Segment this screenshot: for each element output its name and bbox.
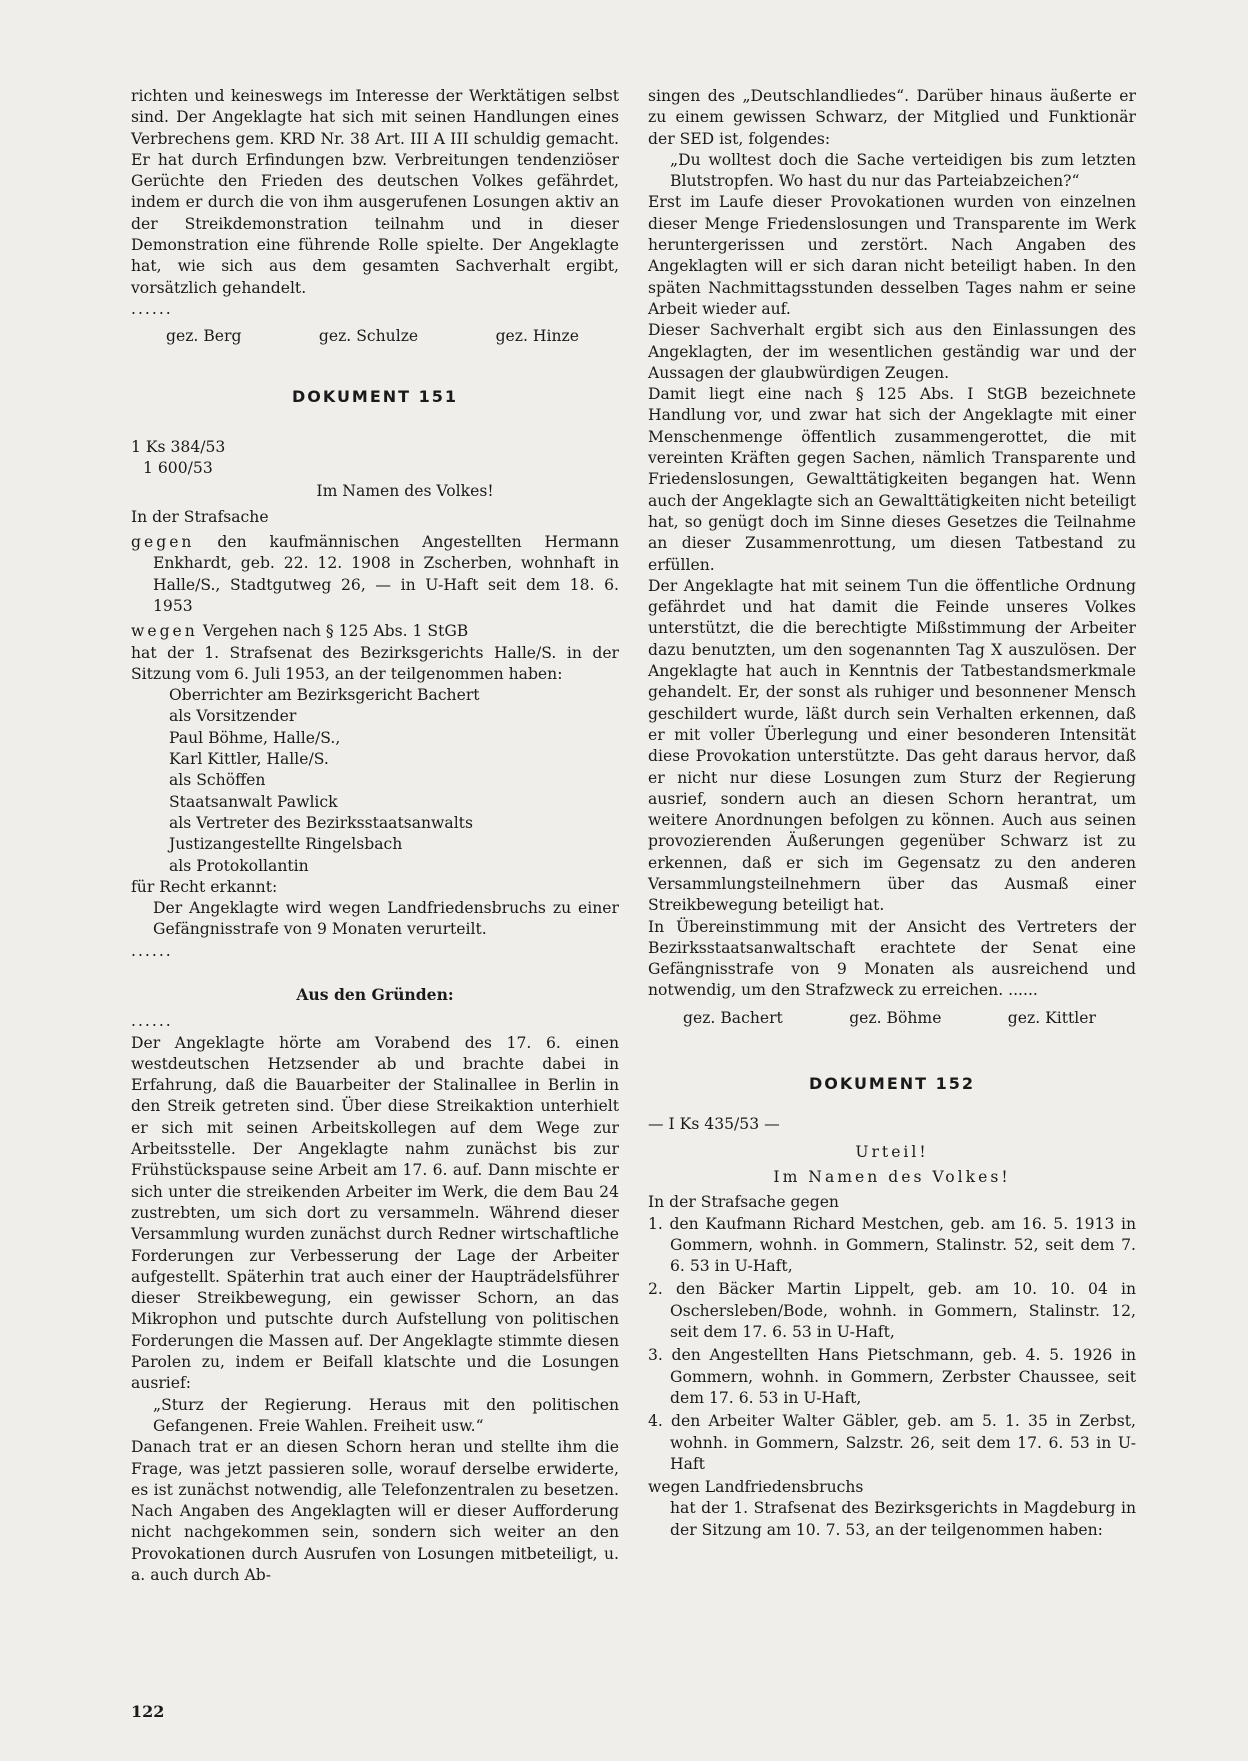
participant: Staatsanwalt Pawlick: [169, 792, 338, 811]
verdict: Der Angeklagte wird wegen Landfriedensbruchs zu einer Gefängnisstrafe von 9 Monaten verurteilt.: [153, 899, 619, 939]
paragraph: singen des „Deutschlandliedes“. Darüber hinaus äußerte er zu einem gewissen Schwarz, der Mitglied und Funktionär der SED ist, folgendes:: [648, 87, 1136, 148]
charge-text: Vergehen nach § 125 Abs. 1 StGB: [202, 622, 469, 641]
page-number: 122: [131, 1702, 165, 1721]
judgment-heading: Urteil!: [855, 1142, 929, 1161]
defendant-item: 3. den Angestellten Hans Pietschmann, geb. 4. 5. 1926 in Gommern, wohnh. in Gommern, Zerbster Chaussee, seit dem 17. 6. 53 in U-Haft,: [648, 1346, 1136, 1407]
section-heading: Aus den Gründen:: [296, 984, 454, 1004]
paragraph: Der Angeklagte hat mit seinem Tun die öffentliche Ordnung gefährdet und hat damit die Feinde unseres Volkes unterstützt, die die berechtigte Mißstimmung der Arbeiter dazu benutzten, um den sogenannten Tag X auszulösen. Der Angeklagte hat auch in Kenntnis der Tatbestandsmerkmale gehandelt. Er, der sonst als ruhiger und besonnener Mensch geschildert wurde, läßt durch sein Verhalten erkennen, daß er mit voller Überlegung und einer besonderen Intensität diese Provokation unterstützte. Das geht daraus hervor, daß er nicht nur diese Losungen zum Sturz der Regierung ausrief, sondern auch an diesen Schorn herantrat, um weitere Anordnungen befolgen zu können. Auch aus seinen provozierenden Äußerungen gegenüber Schwarz ist zu erkennen, daß er sich im Gegensatz zu den anderen Versammlungsteilnehmern über das Ausmaß einer Streikbewegung beteiligt hat.: [648, 576, 1136, 915]
paragraph: hat der 1. Strafsenat des Bezirksgerichts in Magdeburg in der Sitzung am 10. 7. 53, an der teilgenommen haben:: [670, 1499, 1136, 1539]
case-reference: 1 Ks 384/53: [131, 437, 226, 456]
signature: gez. Kittler: [1007, 1008, 1096, 1027]
ellipsis: ......: [131, 941, 173, 960]
participant: Oberrichter am Bezirksgericht Bachert: [169, 686, 480, 705]
participant: Paul Böhme, Halle/S.,: [169, 728, 341, 747]
judgment-heading: Im Namen des Volkes!: [316, 482, 494, 501]
ellipsis: ......: [131, 1012, 173, 1031]
document-heading: DOKUMENT 152: [808, 1074, 976, 1094]
paragraph: Erst im Laufe dieser Provokationen wurden von einzelnen dieser Menge Friedenslosungen und Transparente im Werk heruntergerissen und zerstört. Nach Angaben des Angeklagten will er sich daran nicht beteiligt haben. In den späten Nachmittagsstunden desselben Tages nahm er seine Arbeit wieder auf.: [648, 193, 1136, 318]
paragraph: [131, 621, 619, 642]
participant: Justizangestellte Ringelsbach: [169, 835, 403, 854]
defendant-item: 1. den Kaufmann Richard Mestchen, geb. am 16. 5. 1913 in Gommern, wohnh. in Gommern, Stalinstr. 52, seit dem 7. 6. 53 in U-Haft,: [648, 1214, 1136, 1276]
participant: als Protokollantin: [169, 856, 309, 875]
quotation: „Du wolltest doch die Sache verteidigen bis zum letzten Blutstropfen. Wo hast du nur das Parteiabzeichen?“: [670, 150, 1136, 191]
signature: gez. Böhme: [849, 1008, 942, 1027]
participant: Karl Kittler, Halle/S.: [169, 750, 329, 769]
defendants-list: [648, 1214, 1136, 1476]
participant: als Vertreter des Bezirksstaatsanwalts: [169, 813, 473, 832]
left-column: [131, 86, 619, 1586]
signature: gez. Bachert: [683, 1008, 783, 1027]
defendant-item: 4. den Arbeiter Walter Gäbler, geb. am 5. 1. 35 in Zerbst, wohnh. in Gommern, Salzstr. 26, seit dem 17. 6. 53 in U-Haft: [648, 1412, 1136, 1473]
paragraph: richten und keineswegs im Interesse der Werktätigen selbst sind. Der Angeklagte hat sich mit seinen Handlungen eines Verbrechens gem. KRD Nr. 38 Art. III A III schuldig gemacht. Er hat durch Erfindungen bzw. Verbreitungen tendenziöser Gerüchte den Frieden des deutschen Volkes gefährdet, indem er durch die von ihm ausgerufenen Losungen aktiv an der Streikdemonstration teilnahm und in dieser Demonstration eine führende Rolle spielte. Der Angeklagte hat, wie sich aus dem gesamten Sachverhalt ergibt, vorsätzlich gehandelt.: [131, 87, 619, 297]
signature: gez. Berg: [166, 327, 242, 346]
case-reference: — I Ks 435/53 —: [648, 1115, 780, 1134]
text-line: In der Strafsache gegen: [648, 1193, 839, 1212]
paragraph: [131, 532, 619, 617]
paragraph: hat der 1. Strafsenat des Bezirksgerichts Halle/S. in der Sitzung vom 6. Juli 1953, an der teilgenommen haben:: [131, 643, 619, 683]
signature: gez. Schulze: [318, 327, 419, 346]
defendant-text: den kaufmännischen Angestellten Hermann Enkhardt, geb. 22. 12. 1908 in Zscherben, wohnhaft in Halle/S., Stadtgutweg 26, — in U-Haft seit dem 18. 6. 1953: [153, 533, 619, 615]
paragraph: Der Angeklagte hörte am Vorabend des 17. 6. einen westdeutschen Hetzsender ab und brachte dabei in Erfahrung, daß die Bauarbeiter der Stalinallee in Berlin in den Streik getreten sind. Über diese Streikaktion unterhielt er sich mit seinen Arbeitskollegen auf dem Wege zur Arbeitsstelle. Der Angeklagte nahm zunächst bis zur Frühstückspause seine Arbeit am 17. 6. auf. Dann mischte er sich unter die streikenden Arbeiter im Werk, die dem Bau 24 zustrebten, um sich dort zu versammeln. Während dieser Versammlung wurden zunächst durch Redner wirtschaftliche Forderungen zur Verbesserung der Lage der Arbeiter aufgestellt. Späterhin trat auch einer der Haupträdelsführer dieser Streikbewegung, ein gewisser Schorn, an das Mikrophon und putschte durch Aufstellung von politischen Forderungen die Massen auf. Der Angeklagte stimmte diesen Parolen zu, indem er Beifall klatschte und die Losungen ausrief:: [131, 1033, 619, 1393]
quotation: „Sturz der Regierung. Heraus mit den politischen Gefangenen. Freie Wahlen. Freiheit usw.“: [153, 1395, 619, 1435]
text-line: wegen Landfriedensbruchs: [648, 1478, 864, 1497]
case-reference: 1 600/53: [143, 459, 213, 478]
paragraph: Damit liegt eine nach § 125 Abs. I StGB bezeichnete Handlung vor, und zwar hat sich der Angeklagte mit einer Menschenmenge öffentlich zusammengerottet, die mit vereinten Kräften gegen Sachen, nämlich Transparente und Friedenslosungen, Gewalttätigkeiten begangen hat. Wenn auch der Angeklagte sich an Gewalttätigkeiten nicht beteiligt hat, so genügt doch im Sinne dieses Gesetzes die Teilnahme an dieser Zusammenrottung, um diesen Tatbestand zu erfüllen.: [648, 385, 1136, 574]
judgment-heading: Im Namen des Volkes!: [773, 1167, 1011, 1186]
defendant-item: 2. den Bäcker Martin Lippelt, geb. am 10. 10. 04 in Oschersleben/Bode, wohnh. in Gommern, Stalinstr. 12, seit dem 17. 6. 53 in U-Haft,: [648, 1280, 1136, 1342]
text-line: In der Strafsache: [131, 507, 269, 526]
signature: gez. Hinze: [495, 327, 579, 346]
right-column: [648, 86, 1136, 1541]
paragraph: Dieser Sachverhalt ergibt sich aus den Einlassungen des Angeklagten, der im wesentlichen geständig war und der Aussagen der glaubwürdigen Zeugen.: [648, 321, 1136, 382]
participant: als Schöffen: [169, 771, 266, 790]
participants-list: [131, 685, 619, 877]
document-heading: DOKUMENT 151: [291, 386, 459, 406]
signature-line: [648, 1008, 1136, 1029]
participant: als Vorsitzender: [169, 707, 297, 726]
spaced-word: gegen: [131, 533, 195, 552]
spaced-word: wegen: [131, 622, 198, 641]
text-line: für Recht erkannt:: [131, 877, 278, 896]
paragraph: Danach trat er an diesen Schorn heran und stellte ihm die Frage, was jetzt passieren solle, worauf derselbe erwiderte, es ist zunächst notwendig, alle Telefonzentralen zu besetzen. Nach Angaben des Angeklagten will er dieser Aufforderung nicht nachgekommen sein, sondern sich weiter an den Provokationen durch Ausrufen von Losungen mitbeteiligt, u. a. auch durch Ab-: [131, 1438, 619, 1584]
paragraph: In Übereinstimmung mit der Ansicht des Vertreters der Bezirksstaatsanwaltschaft erachtete der Senat eine Gefängnisstrafe von 9 Monaten als ausreichend und notwendig, um den Strafzweck zu erreichen. ......: [648, 917, 1136, 1000]
ellipsis: ......: [131, 299, 173, 318]
signature-line: [131, 326, 619, 347]
